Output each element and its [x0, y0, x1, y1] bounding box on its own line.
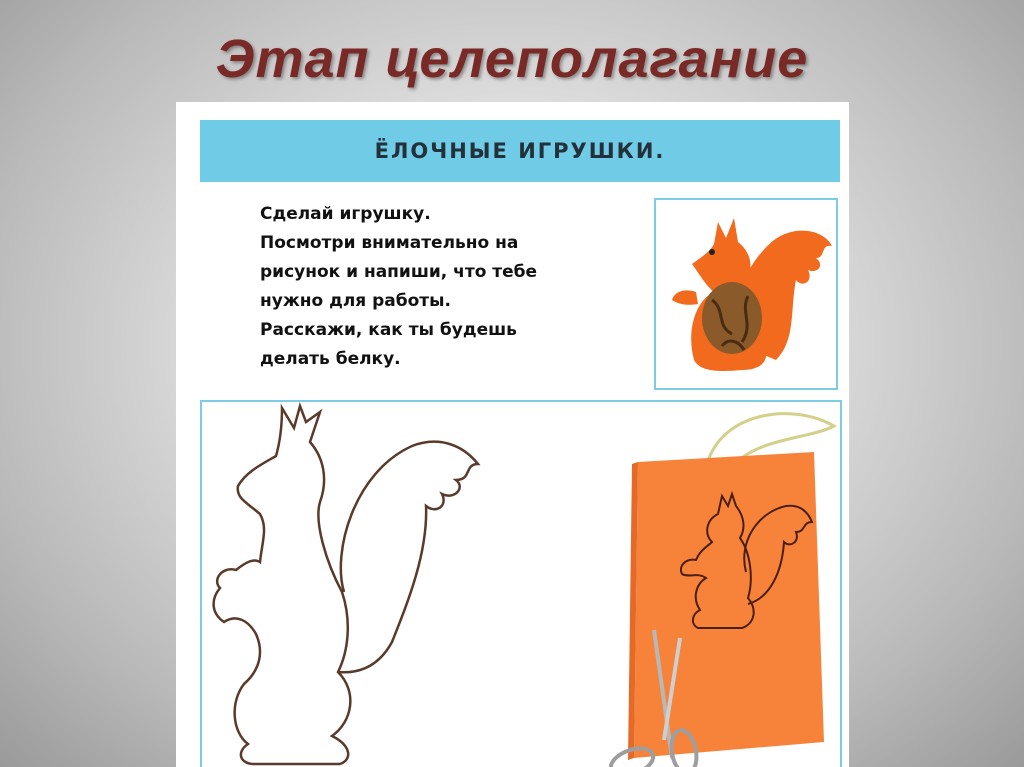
task-line: Расскажи, как ты будешь — [260, 320, 517, 340]
orange-paper-sheet — [628, 452, 824, 760]
slide-title: Этап целеполагание — [215, 29, 809, 89]
squirrel-toy-image — [656, 200, 840, 392]
task-line: нужно для работы. — [260, 291, 451, 311]
squirrel-outline-template — [202, 402, 844, 767]
textbook-page — [176, 102, 849, 767]
task-line: Посмотри внимательно на — [260, 233, 519, 253]
banner — [200, 120, 840, 182]
task-text — [260, 200, 620, 374]
task-line: Сделай игрушку. — [260, 204, 431, 224]
banner-title: ЁЛОЧНЫЕ ИГРУШКИ. — [374, 139, 666, 163]
squirrel-toy-frame — [654, 198, 838, 390]
task-line: рисунок и напиши, что тебе — [260, 262, 538, 282]
task-line: делать белку. — [260, 349, 401, 369]
template-frame — [200, 400, 842, 767]
